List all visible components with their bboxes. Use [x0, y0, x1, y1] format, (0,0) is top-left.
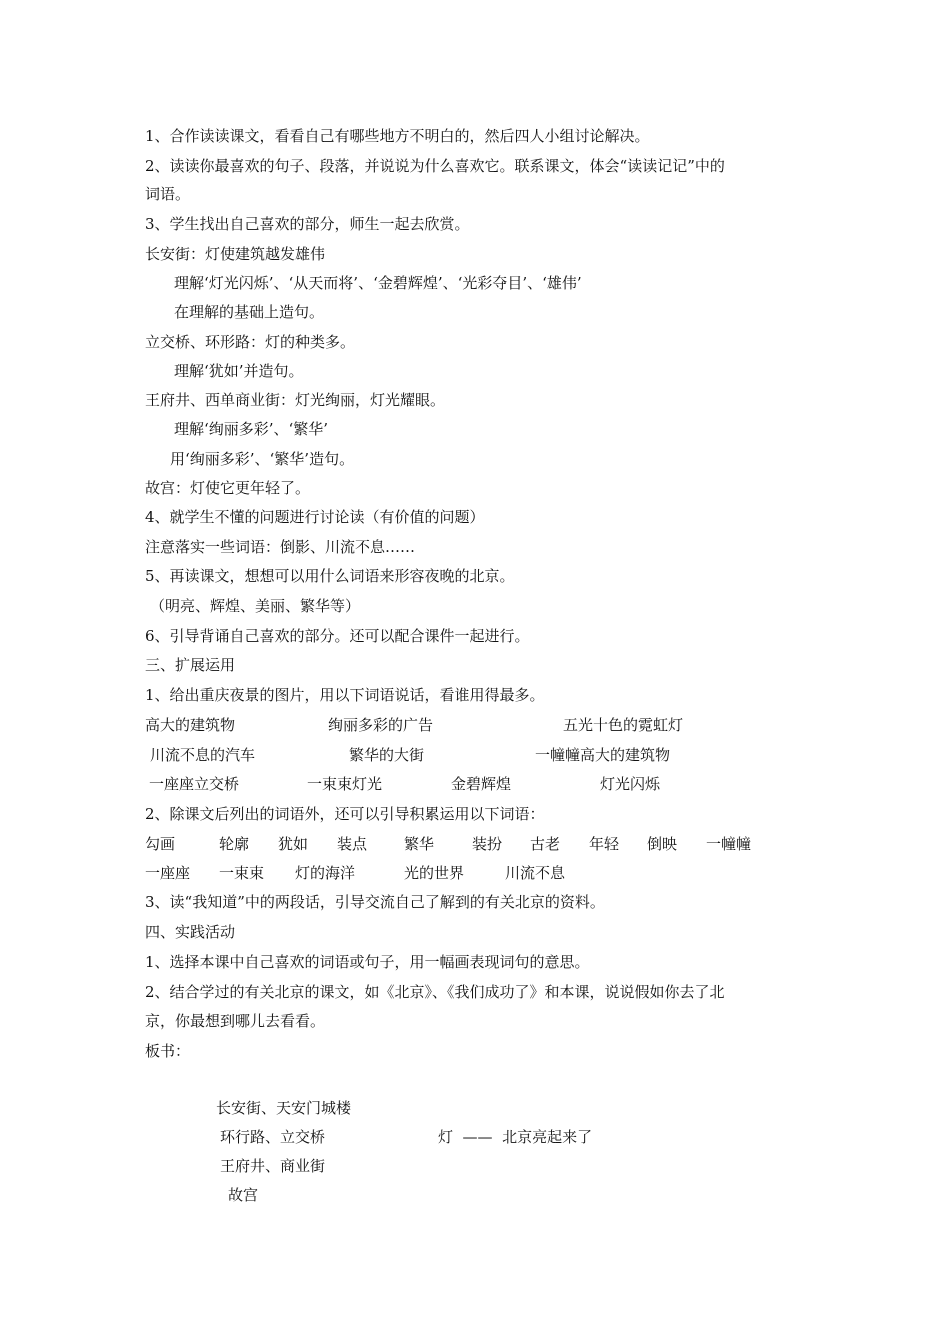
text-line: 京，你最想到哪儿去看看。 — [145, 1012, 326, 1030]
text-line: 6、引导背诵自己喜欢的部分。还可以配合课件一起进行。 — [145, 627, 530, 645]
text-line: 4、就学生不懂的问题进行讨论读（有价值的问题） — [145, 508, 485, 526]
word: 一束束 — [219, 864, 265, 882]
board-place: 长安街、天安门城楼 — [216, 1099, 352, 1117]
word: 轮廓 — [219, 835, 250, 853]
word: 灯的海洋 — [295, 864, 356, 882]
word: 一座座 — [145, 864, 191, 882]
text-line: 注意落实一些词语：倒影、川流不息…… — [145, 538, 416, 556]
word: 一幢幢 — [706, 835, 752, 853]
text-line: 1、选择本课中自己喜欢的词语或句子，用一幅画表现词句的意思。 — [145, 953, 590, 971]
text-line: 长安街：灯使建筑越发雄伟 — [145, 245, 326, 263]
phrase: 五光十色的霓虹灯 — [563, 716, 684, 734]
text-line: 词语。 — [145, 185, 191, 203]
section-heading: 四、实践活动 — [145, 923, 236, 941]
board-place: 环行路、立交桥 — [220, 1128, 326, 1146]
phrase: 灯光闪烁 — [600, 775, 661, 793]
text-line: 立交桥、环形路：灯的种类多。 — [145, 333, 356, 351]
word: 川流不息 — [505, 864, 566, 882]
text-line: 理解‘灯光闪烁’、‘从天而将’、‘金碧辉煌’、‘光彩夺目’、‘雄伟’ — [174, 274, 582, 292]
text-line: 王府井、西单商业街：灯光绚丽，灯光耀眼。 — [145, 391, 446, 409]
phrase: 川流不息的汽车 — [150, 746, 256, 764]
text-line: 3、学生找出自己喜欢的部分，师生一起去欣赏。 — [145, 215, 470, 233]
text-line: 1、给出重庆夜景的图片，用以下词语说话，看谁用得最多。 — [145, 686, 545, 704]
word: 装点 — [337, 835, 368, 853]
text-line: 3、读“我知道”中的两段话，引导交流自己了解到的有关北京的资料。 — [145, 893, 605, 911]
text-line: 2、除课文后列出的词语外，还可以引导积累运用以下词语： — [145, 805, 545, 823]
text-line: 用‘绚丽多彩’、‘繁华’造句。 — [170, 450, 355, 468]
board-place: 故宫 — [228, 1186, 259, 1204]
word: 勾画 — [145, 835, 176, 853]
text-line: 板书： — [145, 1042, 191, 1060]
text-line: 2、结合学过的有关北京的课文，如《北京》、《我们成功了》和本课，说说假如你去了北 — [145, 983, 725, 1001]
board-place: 王府井、商业街 — [220, 1157, 326, 1175]
phrase: 繁华的大街 — [349, 746, 425, 764]
phrase: 一座座立交桥 — [149, 775, 240, 793]
word: 年轻 — [589, 835, 620, 853]
text-line: 理解‘犹如’并造句。 — [174, 362, 304, 380]
phrase: 一幢幢高大的建筑物 — [535, 746, 671, 764]
text-line: （明亮、辉煌、美丽、繁华等） — [150, 597, 361, 615]
word: 古老 — [530, 835, 561, 853]
text-line: 故宫：灯使它更年轻了。 — [145, 479, 311, 497]
word: 光的世界 — [404, 864, 465, 882]
board-main: 灯 —— 北京亮起来了 — [438, 1128, 593, 1146]
word: 倒映 — [647, 835, 678, 853]
phrase: 绚丽多彩的广告 — [328, 716, 434, 734]
text-line: 2、读读你最喜欢的句子、段落，并说说为什么喜欢它。联系课文，体会“读读记记”中的 — [145, 157, 725, 175]
text-line: 在理解的基础上造句。 — [174, 303, 325, 321]
phrase: 一束束灯光 — [307, 775, 383, 793]
word: 繁华 — [404, 835, 435, 853]
phrase: 金碧辉煌 — [451, 775, 512, 793]
word: 装扮 — [472, 835, 503, 853]
text-line: 1、合作读读课文，看看自己有哪些地方不明白的，然后四人小组讨论解决。 — [145, 127, 650, 145]
phrase: 高大的建筑物 — [145, 716, 236, 734]
word: 犹如 — [278, 835, 309, 853]
section-heading: 三、扩展运用 — [145, 656, 236, 674]
text-line: 理解‘绚丽多彩’、‘繁华’ — [174, 420, 329, 438]
text-line: 5、再读课文，想想可以用什么词语来形容夜晚的北京。 — [145, 567, 515, 585]
